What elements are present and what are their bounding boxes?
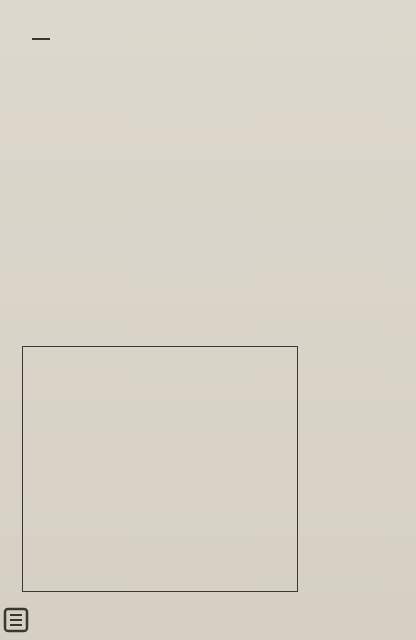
table-column (106, 429, 125, 581)
article-body (61, 357, 257, 423)
table-column (236, 429, 255, 581)
table-column (31, 429, 50, 581)
table-cell (253, 429, 255, 581)
table-cell (210, 429, 212, 581)
table-cell (31, 429, 33, 581)
table-cell (87, 429, 89, 581)
boxed-article (22, 346, 298, 592)
article-title (267, 361, 289, 479)
table-cell (180, 429, 182, 581)
table-cell (79, 429, 81, 581)
table-column (68, 429, 87, 581)
lower-right-body-text (300, 332, 390, 568)
table-cell (116, 429, 118, 581)
table-cell (60, 429, 62, 581)
table-cell (36, 429, 38, 581)
table-column (50, 429, 69, 581)
table-cell (228, 429, 230, 581)
table-cell (111, 429, 113, 581)
table-column (180, 429, 199, 581)
table-cell (106, 429, 108, 581)
table-cell (204, 429, 206, 581)
archive-watermark (208, 590, 414, 638)
table-column (218, 429, 237, 581)
table-cell (135, 429, 137, 581)
archive-stamp (2, 604, 120, 636)
table-cell (162, 429, 164, 581)
table-column (199, 429, 218, 581)
table-cell (191, 429, 193, 581)
table-cell (148, 429, 150, 581)
table-cell (92, 429, 94, 581)
header-rule (32, 38, 50, 40)
table-cell (42, 429, 44, 581)
table-cell (218, 429, 220, 581)
table-column (162, 429, 181, 581)
archive-logo-icon (2, 606, 30, 634)
table-cell (98, 429, 100, 581)
table-column (143, 429, 162, 581)
table-cell (154, 429, 156, 581)
table-cell (223, 429, 225, 581)
table-column (87, 429, 106, 581)
table-cell (167, 429, 169, 581)
upper-body-text (28, 56, 390, 324)
table-cell (143, 429, 145, 581)
table-cell (68, 429, 70, 581)
table-column (124, 429, 143, 581)
running-header (26, 30, 390, 48)
table-cell (124, 429, 126, 581)
table-cell (199, 429, 201, 581)
table-cell (242, 429, 244, 581)
article-table (31, 429, 255, 581)
table-cell (50, 429, 52, 581)
table-cell (172, 429, 174, 581)
table-cell (74, 429, 76, 581)
table-cell (236, 429, 238, 581)
table-cell (247, 429, 249, 581)
table-cell (186, 429, 188, 581)
table-cell (130, 429, 132, 581)
table-cell (55, 429, 57, 581)
